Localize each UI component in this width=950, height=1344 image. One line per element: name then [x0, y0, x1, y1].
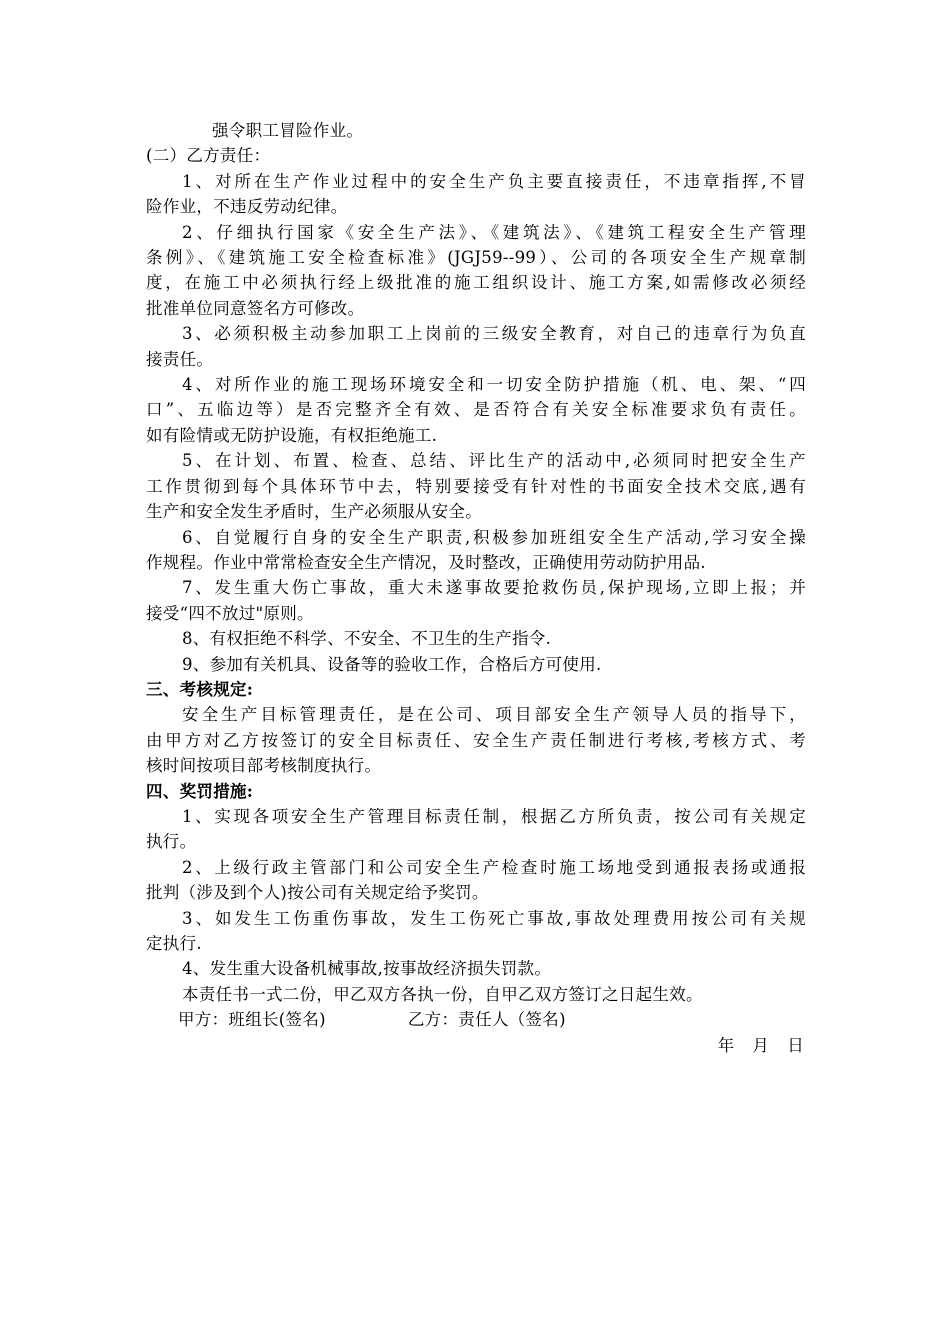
paragraph-line: 5、在计划、布置、检查、总结、评比生产的活动中,必须同时把安全生产 — [182, 451, 806, 471]
paragraph-line: 核时间按项目部考核制度执行。 — [146, 756, 382, 776]
paragraph-line: 工作贯彻到每个具体环节中去，特别要接受有针对性的书面安全技术交底,遇有 — [146, 476, 806, 496]
paragraph-line: 作规程。作业中常常检查安全生产情况，及时整改，正确使用劳动防护用品. — [146, 552, 706, 572]
section-heading: 三、考核规定: — [146, 679, 254, 699]
paragraph-line: 执行。 — [146, 832, 197, 852]
paragraph-line: 安全生产目标管理责任，是在公司、项目部安全生产领导人员的指导下， — [182, 705, 806, 725]
paragraph-line: 定执行. — [146, 934, 202, 953]
signature-line — [146, 1007, 806, 1032]
paragraph-line: 3、如发生工伤重伤事故，发生工伤死亡事故,事故处理费用按公司有关规 — [182, 908, 806, 928]
paragraph-line: 条例》、《建筑施工安全检查标准》(JGJ59--99）、公司的各项安全生产规章制 — [146, 248, 806, 268]
paragraph-line: 批准单位同意签名方可修改。 — [146, 298, 365, 318]
party-a-signature: 甲方：班组长(签名) — [178, 1010, 326, 1030]
paragraph-line: 9、参加有关机具、设备等的验收工作，合格后方可使用. — [182, 654, 602, 674]
paragraph-line: 接责任。 — [146, 349, 214, 369]
section-heading: 四、奖罚措施: — [146, 781, 254, 801]
document-body — [146, 118, 806, 1058]
paragraph-line: 1、对所在生产作业过程中的安全生产负主要直接责任，不违章指挥,不冒 — [182, 171, 806, 191]
paragraph-line: 4、对所作业的施工现场环境安全和一切安全防护措施（机、电、架、“四 — [182, 375, 806, 395]
paragraph-line: 6、自觉履行自身的安全生产职责,积极参加班组安全生产活动,学习安全操 — [182, 527, 806, 547]
paragraph-line: 度，在施工中必须执行经上级批准的施工组织设计、施工方案,如需修改必须经 — [146, 273, 806, 293]
paragraph-line: 7、发生重大伤亡事故，重大未遂事故要抢救伤员,保护现场,立即上报；并 — [182, 578, 806, 598]
paragraph-line: 4、发生重大设备机械事故,按事故经济损失罚款。 — [182, 959, 552, 979]
paragraph-line: 3、必须积极主动参加职工上岗前的三级安全教育，对自己的违章行为负直 — [182, 324, 806, 344]
date-year: 年 — [717, 1035, 735, 1055]
paragraph-line: 由甲方对乙方按签订的安全目标责任、安全生产责任制进行考核,考核方式、考 — [146, 730, 806, 750]
paragraph-line: 2、仔细执行国家《安全生产法》、《建筑法》、《建筑工程安全生产管理 — [182, 222, 806, 242]
paragraph-line: 1、实现各项安全生产管理目标责任制，根据乙方所负责，按公司有关规定 — [182, 806, 806, 826]
paragraph-line: 8、有权拒绝不科学、不安全、不卫生的生产指令. — [182, 629, 552, 649]
date-line — [146, 1033, 806, 1058]
date-month: 月 — [752, 1035, 770, 1055]
paragraph-line: 批判（涉及到个人)按公司有关规定给予奖罚。 — [146, 883, 489, 903]
paragraph-line: 如有险情或无防护设施，有权拒绝施工. — [146, 425, 438, 445]
paragraph-line: 生产和安全发生矛盾时，生产必须服从安全。 — [146, 502, 482, 522]
date-day: 日 — [787, 1035, 804, 1055]
paragraph-line: 本责任书一式二份，甲乙双方各执一份，自甲乙双方签订之日起生效。 — [182, 984, 703, 1004]
paragraph-line: 接受“四不放过"原则。 — [146, 603, 314, 623]
party-b-signature: 乙方：责任人（签名) — [407, 1010, 566, 1030]
paragraph-line: 险作业，不违反劳动纪律。 — [146, 197, 348, 217]
section-heading: (二）乙方责任： — [146, 146, 271, 166]
paragraph-line: 强令职工冒险作业。 — [212, 121, 364, 140]
paragraph-line: 2、上级行政主管部门和公司安全生产检查时施工场地受到通报表扬或通报 — [182, 857, 806, 877]
paragraph-line: 口”、五临边等）是否完整齐全有效、是否符合有关安全标准要求负有责任。 — [146, 400, 806, 420]
